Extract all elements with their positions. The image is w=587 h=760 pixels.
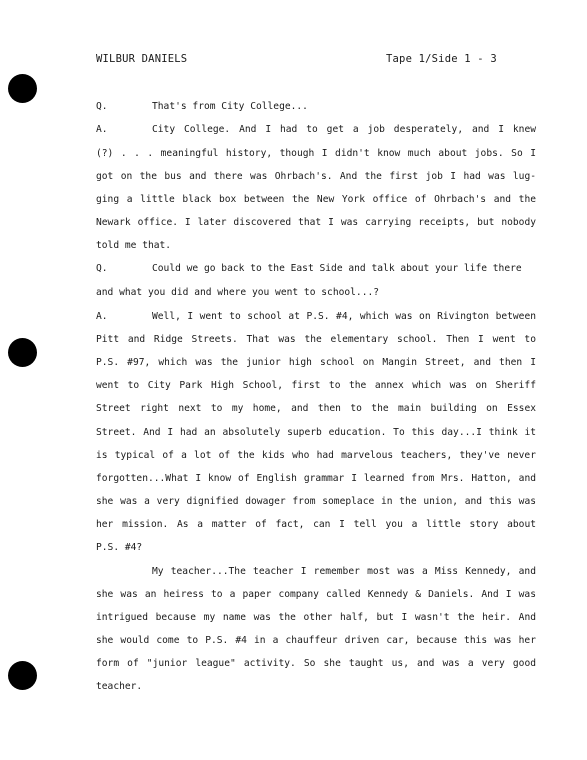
line-text: teacher. xyxy=(96,681,143,692)
text-line xyxy=(96,519,536,531)
text-line xyxy=(96,496,536,508)
text-line xyxy=(96,148,536,160)
text-line xyxy=(96,101,536,113)
text-line xyxy=(96,240,536,252)
text-line xyxy=(96,171,536,183)
line-text: P.S. #97, which was the junior high school on Mangin Street, and then I xyxy=(96,357,536,368)
text-line xyxy=(96,287,536,299)
line-text: and what you did and where you went to school...? xyxy=(96,287,380,298)
line-text: P.S. #4? xyxy=(96,542,143,553)
interviewee-name: WILBUR DANIELS xyxy=(96,53,188,65)
tape-reference: Tape 1/Side 1 - 3 xyxy=(386,53,497,65)
text-line xyxy=(96,194,536,206)
line-text: City College. And I had to get a job desperately, and I knew xyxy=(152,124,536,135)
line-text: Well, I went to school at P.S. #4, which was on Rivington between xyxy=(152,311,536,322)
speaker-tag: Q. xyxy=(96,101,108,112)
text-line xyxy=(96,450,536,462)
text-line xyxy=(96,217,536,229)
line-text: My teacher...The teacher I remember most was a Miss Kennedy, and xyxy=(152,566,536,577)
text-line xyxy=(96,635,536,647)
text-line xyxy=(96,311,536,323)
text-line xyxy=(96,566,536,578)
text-line xyxy=(96,681,536,693)
text-line xyxy=(96,658,536,670)
text-line xyxy=(96,427,536,439)
line-text: Could we go back to the East Side and talk about your life there xyxy=(152,263,522,274)
binder-hole xyxy=(8,661,37,690)
line-text: got on the bus and there was Ohrbach's. And the first job I had was lug- xyxy=(96,171,536,182)
line-text: is typical of a lot of the kids who had marvelous teachers, they've never xyxy=(96,450,536,461)
line-text: Street right next to my home, and then to the main building on Essex xyxy=(96,403,536,414)
line-text: forgotten...What I know of English grammar I learned from Mrs. Hatton, and xyxy=(96,473,536,484)
line-text: That's from City College... xyxy=(152,101,308,112)
text-line xyxy=(96,589,536,601)
line-text: she was a very dignified dowager from someplace in the union, and this was xyxy=(96,496,536,507)
line-text: went to City Park High School, first to the annex which was on Sheriff xyxy=(96,380,536,391)
line-text: told me that. xyxy=(96,240,172,251)
line-text: Pitt and Ridge Streets. That was the elementary school. Then I went to xyxy=(96,334,536,345)
text-line xyxy=(96,263,536,275)
line-text: form of "junior league" activity. So she taught us, and was a very good xyxy=(96,658,536,669)
binder-hole xyxy=(8,74,37,103)
text-line xyxy=(96,357,536,369)
line-text: Street. And I had an absolutely superb education. To this day...I think it xyxy=(96,427,536,438)
speaker-tag: A. xyxy=(96,311,108,322)
line-text: her mission. As a matter of fact, can I tell you a little story about xyxy=(96,519,536,530)
text-line xyxy=(96,542,536,554)
text-line xyxy=(96,380,536,392)
text-line xyxy=(96,124,536,136)
line-text: she was an heiress to a paper company called Kennedy & Daniels. And I was xyxy=(96,589,536,600)
line-text: she would come to P.S. #4 in a chauffeur driven car, because this was her xyxy=(96,635,536,646)
line-text: Newark office. I later discovered that I was carrying receipts, but nobody xyxy=(96,217,536,228)
binder-hole xyxy=(8,338,37,367)
line-text: (?) . . . meaningful history, though I didn't know much about jobs. So I xyxy=(96,148,536,159)
text-line xyxy=(96,334,536,346)
line-text: intrigued because my name was the other half, but I wasn't the heir. And xyxy=(96,612,536,623)
line-text: ging a little black box between the New York office of Ohrbach's and the xyxy=(96,194,536,205)
speaker-tag: Q. xyxy=(96,263,108,274)
speaker-tag: A. xyxy=(96,124,108,135)
text-line xyxy=(96,403,536,415)
text-line xyxy=(96,473,536,485)
text-line xyxy=(96,612,536,624)
